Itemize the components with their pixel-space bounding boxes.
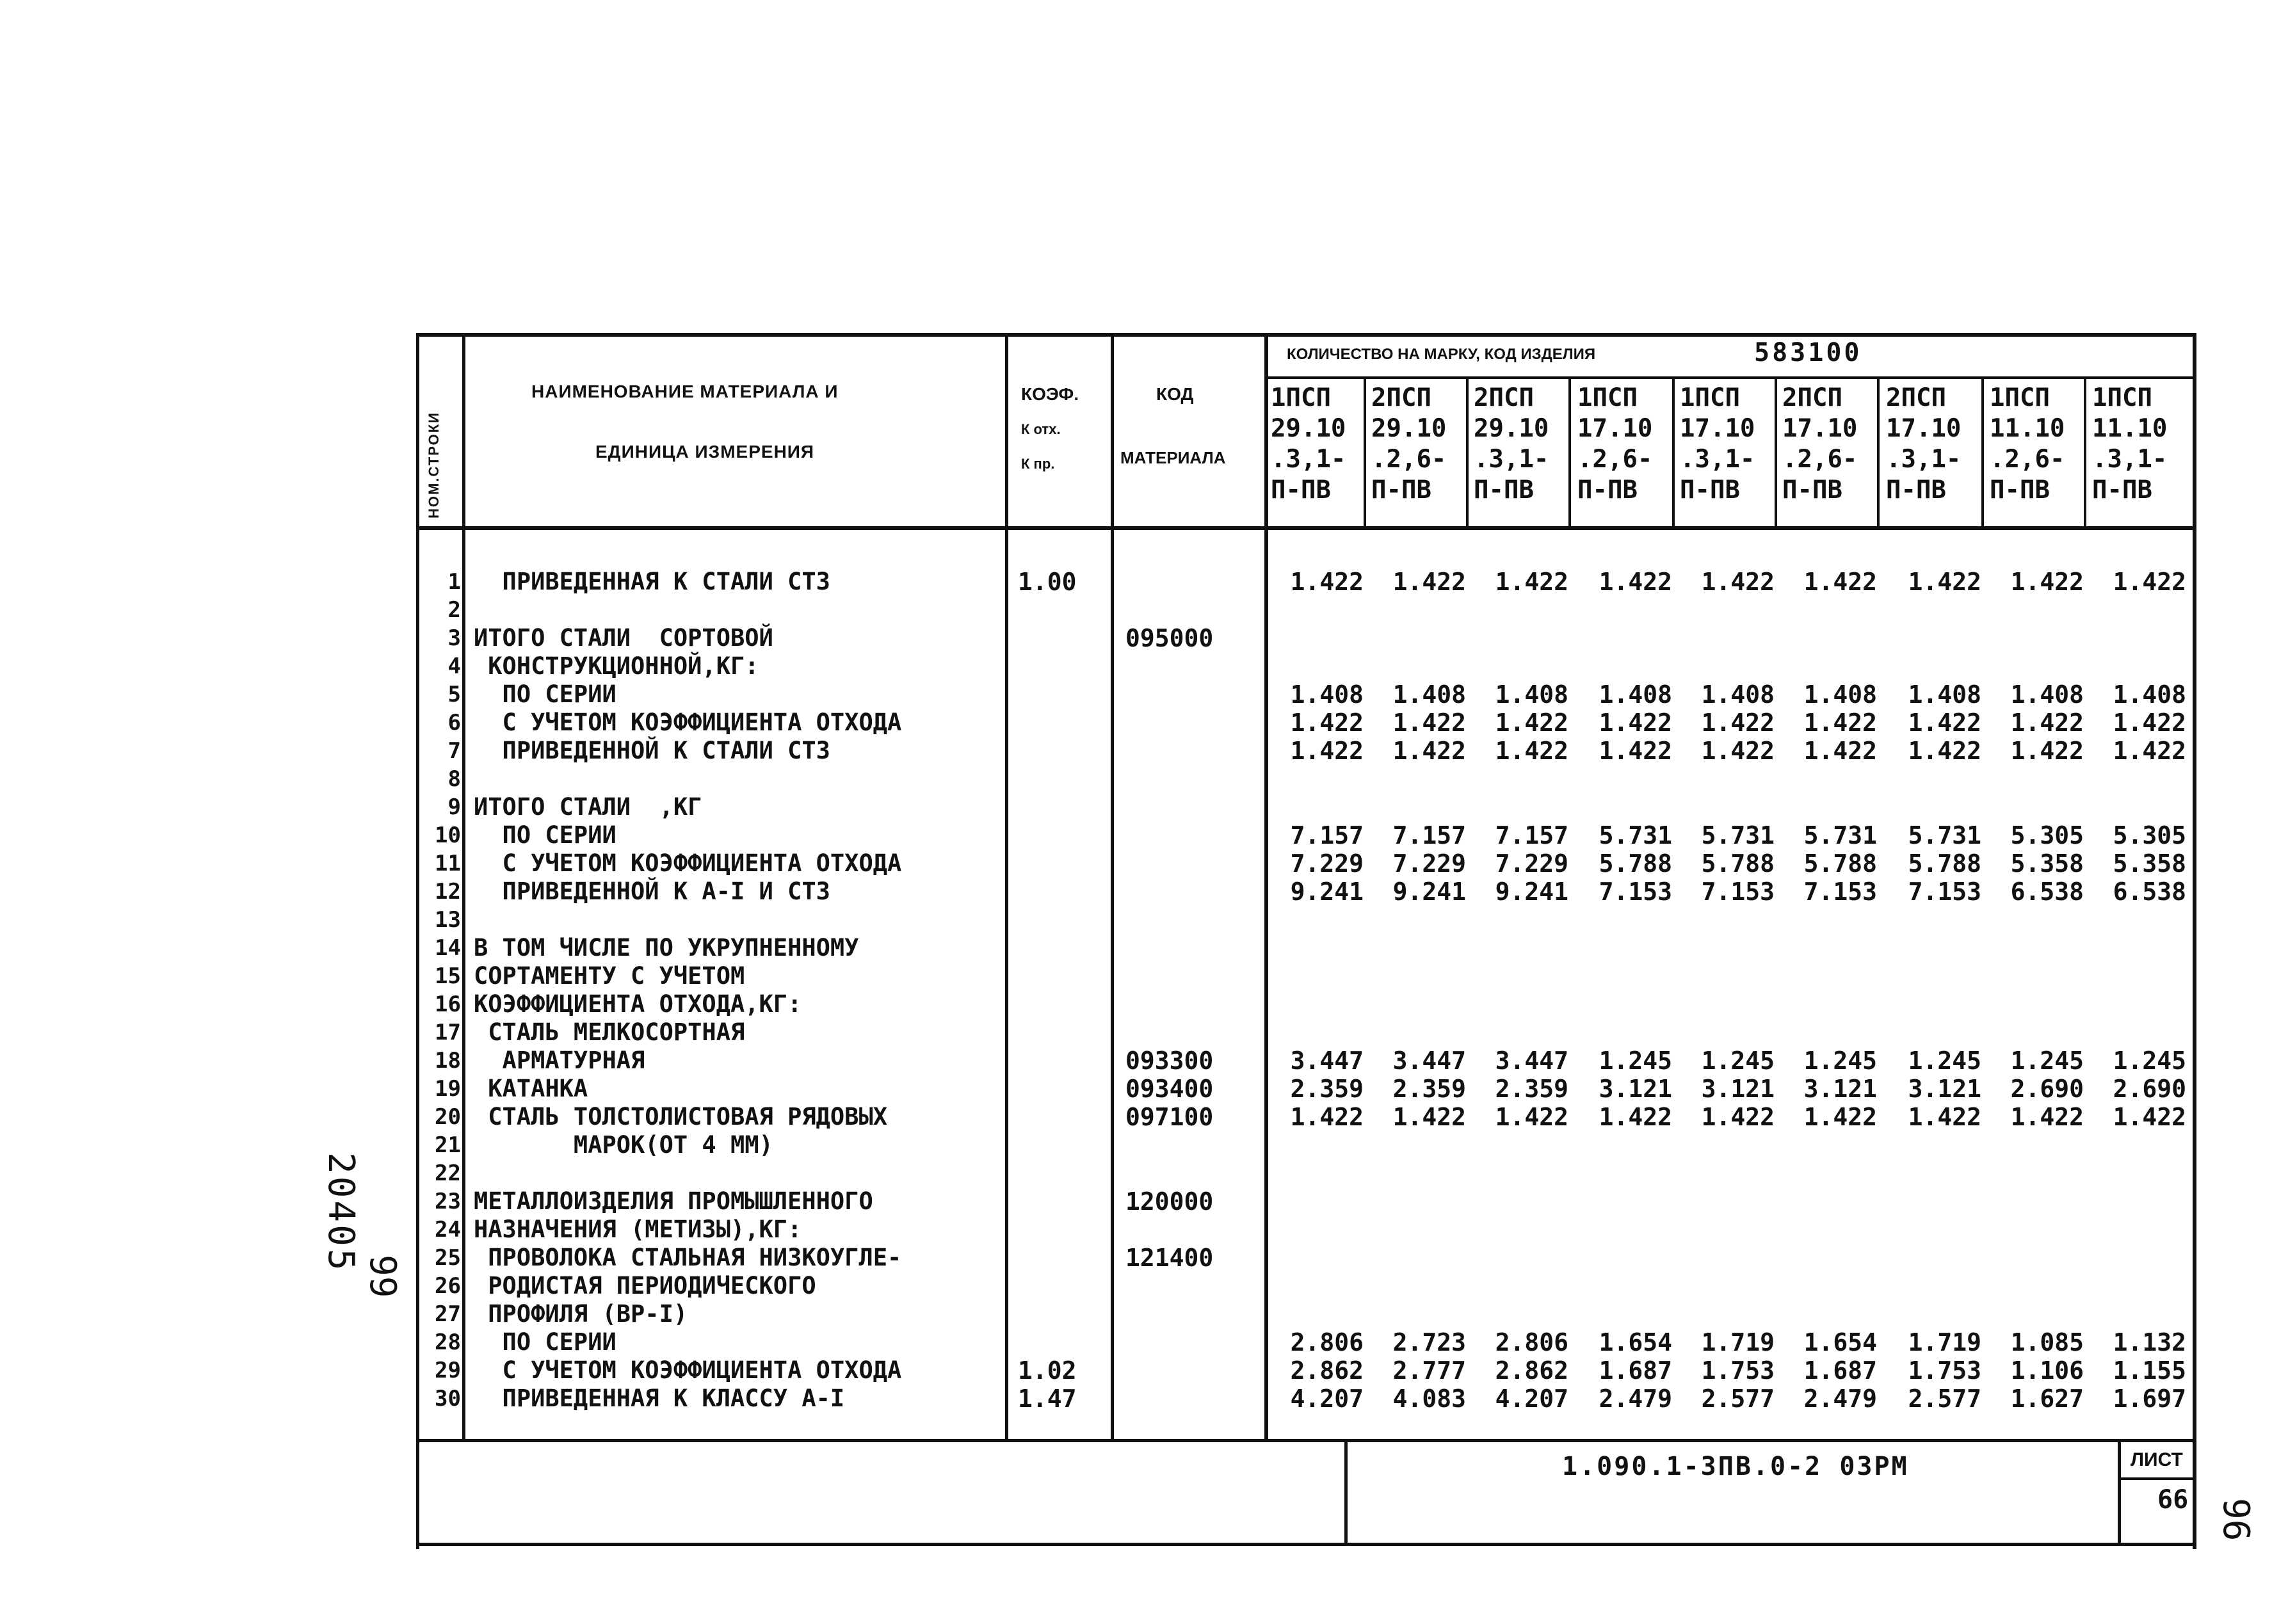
material-name: СТАЛЬ ТОЛСТОЛИСТОВАЯ РЯДОВЫХ xyxy=(474,1103,888,1130)
material-name: КОЭФФИЦИЕНТА ОТХОДА,КГ: xyxy=(474,990,802,1018)
quantity-cell: 4.207 xyxy=(1495,1385,1568,1413)
material-code: 095000 xyxy=(1125,624,1214,652)
qty-column-header: 2ПСП xyxy=(1474,383,1534,412)
titleblock-divider xyxy=(1344,1440,1348,1546)
quantity-cell: 5.358 xyxy=(2113,849,2186,878)
quantity-cell: 1.422 xyxy=(1599,709,1672,737)
qty-column-header: .3,1- xyxy=(2092,445,2168,474)
qty-column-header: П-ПВ xyxy=(1990,476,2050,504)
quantity-cell: 1.422 xyxy=(1290,1103,1364,1131)
material-code: 093300 xyxy=(1125,1047,1214,1075)
quantity-cell: 2.723 xyxy=(1392,1328,1466,1356)
quantity-cell: 3.121 xyxy=(1803,1075,1877,1103)
quantity-cell: 1.408 xyxy=(1599,680,1672,709)
row-number: 4 xyxy=(447,654,461,679)
row-number: 30 xyxy=(435,1386,461,1411)
qty-title-rule xyxy=(1268,376,2196,379)
col-divider-num xyxy=(462,333,465,1440)
quantity-cell: 7.157 xyxy=(1290,821,1364,849)
qty-column-header: 29.10 xyxy=(1271,414,1346,443)
quantity-cell: 1.106 xyxy=(2010,1356,2084,1385)
quantity-cell: 6.538 xyxy=(2113,878,2186,906)
quantity-cell: 5.788 xyxy=(1599,849,1672,878)
quantity-cell: 5.788 xyxy=(1803,849,1877,878)
quantity-cell: 3.447 xyxy=(1392,1047,1466,1075)
qty-column-header: 29.10 xyxy=(1474,414,1549,443)
doc-code: 1.090.1-3ПВ.0-2 03РМ xyxy=(1562,1452,1909,1481)
quantity-cell: 2.359 xyxy=(1495,1075,1568,1103)
material-code: 097100 xyxy=(1125,1103,1214,1131)
quantity-cell: 7.229 xyxy=(1495,849,1568,878)
quantity-cell: 1.422 xyxy=(1599,568,1672,596)
quantity-cell: 1.422 xyxy=(1495,568,1568,596)
quantity-cell: 1.245 xyxy=(2010,1047,2084,1075)
col-code-header-line2: МАТЕРИАЛА xyxy=(1120,448,1226,467)
qty-column-header: .2,6- xyxy=(1990,445,2065,474)
quantity-cell: 1.422 xyxy=(1701,568,1775,596)
material-name: НАЗНАЧЕНИЯ (МЕТИЗЫ),КГ: xyxy=(474,1216,802,1243)
qty-column-header: 1ПСП xyxy=(1271,383,1331,412)
row-number: 20 xyxy=(435,1104,461,1130)
row-number: 10 xyxy=(435,823,461,848)
qty-column-header: .2,6- xyxy=(1371,445,1447,474)
material-name: МЕТАЛЛОИЗДЕЛИЯ ПРОМЫШЛЕННОГО xyxy=(474,1187,873,1215)
material-name: С УЧЕТОМ КОЭФФИЦИЕНТА ОТХОДА xyxy=(474,849,902,877)
quantity-cell: 3.447 xyxy=(1290,1047,1364,1075)
row-number: 28 xyxy=(435,1330,461,1355)
qty-column-header: .3,1- xyxy=(1680,445,1755,474)
row-number: 26 xyxy=(435,1273,461,1299)
material-name: РОДИСТАЯ ПЕРИОДИЧЕСКОГО xyxy=(474,1272,816,1299)
frame-top xyxy=(416,333,2196,337)
qty-column-header: П-ПВ xyxy=(1271,476,1331,504)
quantity-cell: 5.358 xyxy=(2010,849,2084,878)
material-code: 120000 xyxy=(1125,1187,1214,1216)
qty-column-header: 1ПСП xyxy=(1680,383,1740,412)
material-name: СТАЛЬ МЕЛКОСОРТНАЯ xyxy=(474,1018,745,1046)
quantity-cell: 1.422 xyxy=(1908,709,1981,737)
quantity-cell: 1.422 xyxy=(1392,568,1466,596)
quantity-cell: 1.422 xyxy=(2113,1103,2186,1131)
material-name: ПО СЕРИИ xyxy=(474,680,616,708)
material-name: ПРОФИЛЯ (ВР-I) xyxy=(474,1300,688,1328)
quantity-cell: 2.690 xyxy=(2113,1075,2186,1103)
material-name: ИТОГО СТАЛИ ,КГ xyxy=(474,793,702,821)
quantity-cell: 1.627 xyxy=(2010,1385,2084,1413)
margin-archive-number: 20405 xyxy=(320,1152,362,1273)
quantity-cell: 5.731 xyxy=(1803,821,1877,849)
quantity-cell: 1.422 xyxy=(1495,1103,1568,1131)
quantity-cell: 4.083 xyxy=(1392,1385,1466,1413)
qty-column-header: 11.10 xyxy=(2092,414,2168,443)
header-bottom-rule xyxy=(416,526,2196,530)
quantity-cell: 2.806 xyxy=(1495,1328,1568,1356)
quantity-cell: 1.422 xyxy=(1908,1103,1981,1131)
qty-column-header: .2,6- xyxy=(1577,445,1653,474)
quantity-cell: 5.305 xyxy=(2010,821,2084,849)
qty-column-header: 2ПСП xyxy=(1886,383,1946,412)
quantity-cell: 2.479 xyxy=(1803,1385,1877,1413)
quantity-cell: 1.408 xyxy=(1290,680,1364,709)
quantity-cell: 1.408 xyxy=(1803,680,1877,709)
quantity-cell: 7.157 xyxy=(1495,821,1568,849)
qty-column-header: 1ПСП xyxy=(1577,383,1638,412)
quantity-cell: 1.422 xyxy=(1908,568,1981,596)
quantity-cell: 1.422 xyxy=(2113,737,2186,765)
qty-column-header: 2ПСП xyxy=(1782,383,1842,412)
quantity-cell: 7.153 xyxy=(1599,878,1672,906)
quantity-cell: 1.654 xyxy=(1599,1328,1672,1356)
material-name: АРМАТУРНАЯ xyxy=(474,1047,645,1074)
quantity-cell: 1.422 xyxy=(2010,709,2084,737)
sheet-label: ЛИСТ xyxy=(2131,1449,2183,1470)
row-number: 12 xyxy=(435,879,461,904)
coefficient: 1.00 xyxy=(1018,568,1077,596)
quantity-cell: 7.229 xyxy=(1290,849,1364,878)
row-number: 16 xyxy=(435,992,461,1017)
row-number: 15 xyxy=(435,963,461,989)
col-name-header-line2: ЕДИНИЦА ИЗМЕРЕНИЯ xyxy=(595,442,815,462)
quantity-cell: 9.241 xyxy=(1290,878,1364,906)
quantity-cell: 4.207 xyxy=(1290,1385,1364,1413)
quantity-cell: 1.408 xyxy=(1392,680,1466,709)
quantity-cell: 1.245 xyxy=(2113,1047,2186,1075)
col-code-header-line1: КОД xyxy=(1156,384,1194,404)
quantity-cell: 3.121 xyxy=(1908,1075,1981,1103)
qty-column-header: 29.10 xyxy=(1371,414,1447,443)
quantity-cell: 1.408 xyxy=(2010,680,2084,709)
quantity-cell: 1.422 xyxy=(2010,1103,2084,1131)
coefficient: 1.47 xyxy=(1018,1385,1077,1413)
col-koef-header-line2: К отх. xyxy=(1021,421,1061,437)
material-name: МАРОК(ОТ 4 ММ) xyxy=(474,1131,773,1159)
quantity-cell: 1.422 xyxy=(1392,737,1466,765)
quantity-cell: 2.862 xyxy=(1290,1356,1364,1385)
margin-page-left: 99 xyxy=(362,1255,403,1298)
material-name: В ТОМ ЧИСЛЕ ПО УКРУПНЕННОМУ xyxy=(474,934,859,961)
product-code: 583100 xyxy=(1754,338,1862,367)
quantity-cell: 3.447 xyxy=(1495,1047,1568,1075)
row-number: 19 xyxy=(435,1076,461,1102)
row-number: 23 xyxy=(435,1189,461,1214)
row-number: 24 xyxy=(435,1217,461,1242)
row-number: 27 xyxy=(435,1301,461,1327)
quantity-cell: 7.153 xyxy=(1701,878,1775,906)
quantity-cell: 5.788 xyxy=(1701,849,1775,878)
row-number: 9 xyxy=(447,794,461,820)
sheet-number: 66 xyxy=(2157,1485,2189,1515)
quantity-cell: 2.806 xyxy=(1290,1328,1364,1356)
quantity-cell: 2.577 xyxy=(1908,1385,1981,1413)
col-divider-koef xyxy=(1111,333,1114,1440)
quantity-cell: 6.538 xyxy=(2010,878,2084,906)
quantity-cell: 1.422 xyxy=(1599,737,1672,765)
qty-column-header: П-ПВ xyxy=(1782,476,1842,504)
quantity-cell: 1.422 xyxy=(1392,709,1466,737)
quantity-cell: 1.753 xyxy=(1701,1356,1775,1385)
row-number: 25 xyxy=(435,1245,461,1271)
quantity-cell: 3.121 xyxy=(1599,1075,1672,1103)
quantity-cell: 1.245 xyxy=(1803,1047,1877,1075)
row-number: 18 xyxy=(435,1048,461,1073)
material-code: 093400 xyxy=(1125,1075,1214,1103)
col-name-header-line1: НАИМЕНОВАНИЕ МАТЕРИАЛА И xyxy=(531,382,839,401)
quantity-cell: 1.753 xyxy=(1908,1356,1981,1385)
row-number: 2 xyxy=(447,597,461,623)
qty-column-header: .3,1- xyxy=(1271,445,1346,474)
quantity-cell: 1.422 xyxy=(1392,1103,1466,1131)
row-number: 3 xyxy=(447,625,461,651)
row-number: 13 xyxy=(435,907,461,933)
quantity-cell: 5.731 xyxy=(1701,821,1775,849)
quantity-cell: 7.153 xyxy=(1908,878,1981,906)
material-name: ПРИВЕДЕННОЙ К А-I И СТ3 xyxy=(474,878,830,905)
quantity-cell: 1.697 xyxy=(2113,1385,2186,1413)
quantity-cell: 1.085 xyxy=(2010,1328,2084,1356)
quantity-cell: 2.359 xyxy=(1290,1075,1364,1103)
margin-page-right: 96 xyxy=(2215,1498,2257,1541)
frame-bottom xyxy=(416,1543,2196,1546)
quantity-cell: 9.241 xyxy=(1392,878,1466,906)
quantity-cell: 5.731 xyxy=(1908,821,1981,849)
col-divider-name xyxy=(1005,333,1008,1440)
quantity-cell: 1.422 xyxy=(2113,568,2186,596)
quantity-cell: 1.719 xyxy=(1908,1328,1981,1356)
col-koef-header-line1: КОЭФ. xyxy=(1021,384,1079,404)
quantity-cell: 7.157 xyxy=(1392,821,1466,849)
material-name: ПРИВЕДЕННАЯ К КЛАССУ А-I xyxy=(474,1385,845,1412)
row-number: 6 xyxy=(447,710,461,736)
quantity-cell: 1.687 xyxy=(1803,1356,1877,1385)
qty-title: КОЛИЧЕСТВО НА МАРКУ, КОД ИЗДЕЛИЯ xyxy=(1287,346,1596,363)
quantity-cell: 1.245 xyxy=(1701,1047,1775,1075)
row-number: 11 xyxy=(435,851,461,876)
qty-column-header: 17.10 xyxy=(1782,414,1858,443)
quantity-cell: 1.422 xyxy=(1701,1103,1775,1131)
qty-column-header: 11.10 xyxy=(1990,414,2065,443)
qty-column-header: 1ПСП xyxy=(1990,383,2050,412)
material-name: СОРТАМЕНТУ С УЧЕТОМ xyxy=(474,962,745,990)
row-number: 7 xyxy=(447,738,461,764)
quantity-cell: 1.422 xyxy=(1701,737,1775,765)
quantity-cell: 1.408 xyxy=(1701,680,1775,709)
coefficient: 1.02 xyxy=(1018,1356,1077,1385)
quantity-cell: 2.359 xyxy=(1392,1075,1466,1103)
material-name: С УЧЕТОМ КОЭФФИЦИЕНТА ОТХОДА xyxy=(474,1356,902,1384)
row-number: 17 xyxy=(435,1020,461,1045)
quantity-cell: 2.690 xyxy=(2010,1075,2084,1103)
quantity-cell: 5.305 xyxy=(2113,821,2186,849)
material-name: ИТОГО СТАЛИ СОРТОВОЙ xyxy=(474,624,773,652)
material-name: КОНСТРУКЦИОННОЙ,КГ: xyxy=(474,652,759,680)
quantity-cell: 1.408 xyxy=(1908,680,1981,709)
material-name: ПРОВОЛОКА СТАЛЬНАЯ НИЗКОУГЛЕ- xyxy=(474,1244,902,1271)
quantity-cell: 3.121 xyxy=(1701,1075,1775,1103)
material-name: ПО СЕРИИ xyxy=(474,1328,616,1356)
qty-column-header: .3,1- xyxy=(1474,445,1549,474)
titleblock-sheet-rule xyxy=(2118,1477,2196,1480)
quantity-cell: 9.241 xyxy=(1495,878,1568,906)
col-koef-header-line3: К пр. xyxy=(1021,456,1055,472)
qty-column-header: П-ПВ xyxy=(1474,476,1534,504)
quantity-cell: 1.422 xyxy=(1803,568,1877,596)
table-bottom-rule xyxy=(416,1439,2196,1442)
row-number: 21 xyxy=(435,1132,461,1158)
row-number: 1 xyxy=(447,569,461,595)
material-name: КАТАНКА xyxy=(474,1075,588,1102)
quantity-cell: 1.245 xyxy=(1908,1047,1981,1075)
quantity-cell: 1.422 xyxy=(2010,737,2084,765)
titleblock-sheet-divider xyxy=(2118,1440,2121,1546)
material-code: 121400 xyxy=(1125,1244,1214,1272)
frame-left xyxy=(416,333,419,1549)
row-number: 22 xyxy=(435,1161,461,1186)
quantity-cell: 1.422 xyxy=(2010,568,2084,596)
quantity-cell: 1.422 xyxy=(1599,1103,1672,1131)
qty-column-header: П-ПВ xyxy=(1886,476,1946,504)
quantity-cell: 1.719 xyxy=(1701,1328,1775,1356)
row-number: 14 xyxy=(435,935,461,961)
quantity-cell: 1.408 xyxy=(2113,680,2186,709)
material-name: ПРИВЕДЕННОЙ К СТАЛИ СТ3 xyxy=(474,737,830,764)
qty-column-header: 17.10 xyxy=(1577,414,1653,443)
material-name: С УЧЕТОМ КОЭФФИЦИЕНТА ОТХОДА xyxy=(474,709,902,736)
row-number: 5 xyxy=(447,682,461,707)
quantity-cell: 2.777 xyxy=(1392,1356,1466,1385)
quantity-cell: 7.153 xyxy=(1803,878,1877,906)
quantity-cell: 2.577 xyxy=(1701,1385,1775,1413)
qty-column-header: .2,6- xyxy=(1782,445,1858,474)
row-number: 29 xyxy=(435,1358,461,1383)
quantity-cell: 5.788 xyxy=(1908,849,1981,878)
quantity-cell: 1.422 xyxy=(2113,709,2186,737)
qty-column-header: П-ПВ xyxy=(1680,476,1740,504)
quantity-cell: 1.245 xyxy=(1599,1047,1672,1075)
material-name: ПРИВЕДЕННАЯ К СТАЛИ СТ3 xyxy=(474,568,830,595)
qty-column-header: 17.10 xyxy=(1886,414,1962,443)
row-number: 8 xyxy=(447,766,461,792)
qty-column-header: П-ПВ xyxy=(2092,476,2152,504)
quantity-cell: 1.422 xyxy=(1803,1103,1877,1131)
quantity-cell: 1.408 xyxy=(1495,680,1568,709)
qty-column-header: П-ПВ xyxy=(1577,476,1638,504)
quantity-cell: 1.422 xyxy=(1290,709,1364,737)
quantity-cell: 1.155 xyxy=(2113,1356,2186,1385)
quantity-cell: 7.229 xyxy=(1392,849,1466,878)
frame-right xyxy=(2193,333,2196,1549)
quantity-cell: 1.422 xyxy=(1290,568,1364,596)
quantity-cell: 2.479 xyxy=(1599,1385,1672,1413)
quantity-cell: 1.132 xyxy=(2113,1328,2186,1356)
qty-column-header: 1ПСП xyxy=(2092,383,2152,412)
quantity-cell: 1.687 xyxy=(1599,1356,1672,1385)
quantity-cell: 1.422 xyxy=(1701,709,1775,737)
qty-column-header: 17.10 xyxy=(1680,414,1755,443)
quantity-cell: 1.422 xyxy=(1803,709,1877,737)
quantity-cell: 1.422 xyxy=(1495,737,1568,765)
quantity-cell: 1.422 xyxy=(1908,737,1981,765)
material-name: ПО СЕРИИ xyxy=(474,821,616,849)
quantity-cell: 1.422 xyxy=(1290,737,1364,765)
qty-column-header: .3,1- xyxy=(1886,445,1962,474)
quantity-cell: 2.862 xyxy=(1495,1356,1568,1385)
col-num-header: НОМ.СТРОКИ xyxy=(426,412,442,519)
qty-column-header: 2ПСП xyxy=(1371,383,1431,412)
qty-column-header: П-ПВ xyxy=(1371,476,1431,504)
quantity-cell: 1.422 xyxy=(1803,737,1877,765)
quantity-cell: 5.731 xyxy=(1599,821,1672,849)
quantity-cell: 1.422 xyxy=(1495,709,1568,737)
quantity-cell: 1.654 xyxy=(1803,1328,1877,1356)
